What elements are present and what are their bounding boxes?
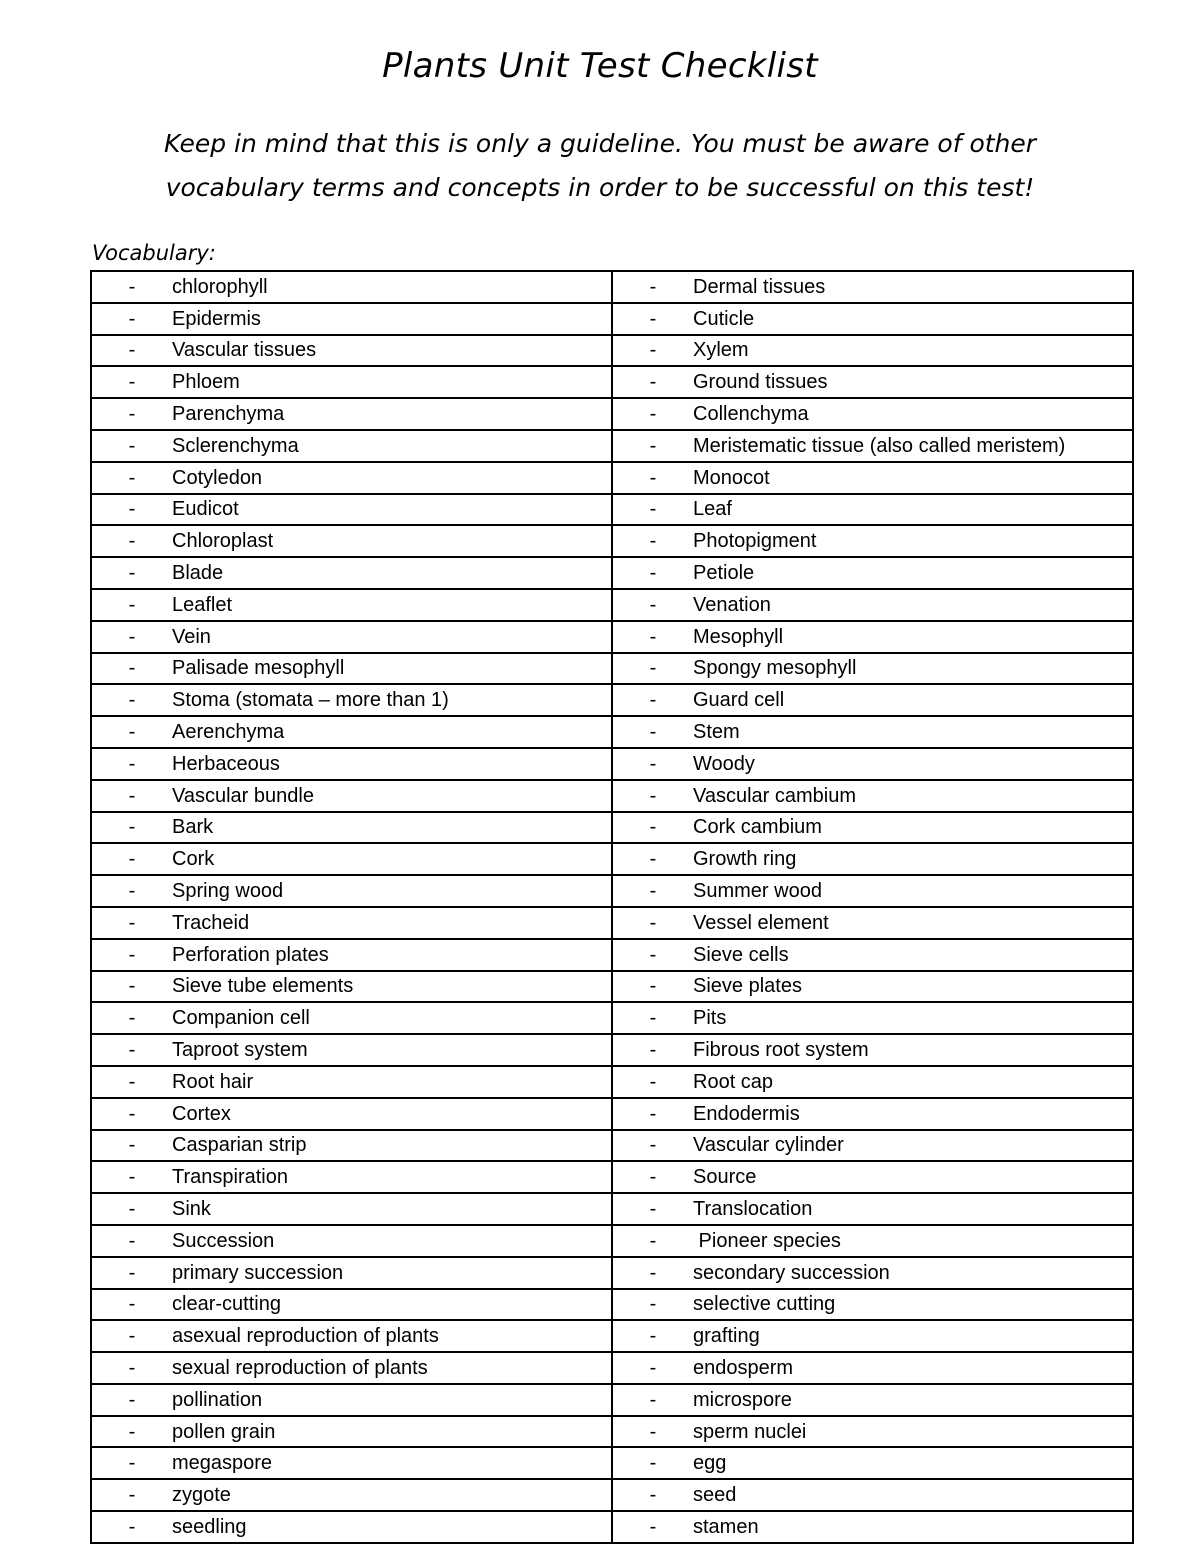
vocabulary-table bbox=[90, 270, 1134, 1544]
vocab-term: Vascular bundle bbox=[172, 784, 314, 807]
term-cell-left bbox=[91, 1161, 612, 1193]
vocab-term: Cortex bbox=[172, 1102, 231, 1125]
vocab-term: Succession bbox=[172, 1229, 275, 1252]
term-cell-right bbox=[612, 1161, 1133, 1193]
bullet-dash: - bbox=[128, 625, 136, 648]
vocab-term: chlorophyll bbox=[172, 275, 268, 298]
table-row bbox=[91, 494, 1133, 526]
term-cell-right bbox=[612, 462, 1133, 494]
table-row bbox=[91, 430, 1133, 462]
term-cell-right bbox=[612, 1034, 1133, 1066]
bullet-dash: - bbox=[649, 593, 657, 616]
bullet-dash: - bbox=[128, 657, 136, 680]
vocab-term: Vein bbox=[172, 625, 211, 648]
bullet-dash: - bbox=[128, 466, 136, 489]
term-cell-left bbox=[91, 1193, 612, 1225]
vocab-term: Xylem bbox=[693, 339, 749, 362]
table-row bbox=[91, 271, 1133, 303]
vocab-term: Petiole bbox=[693, 562, 755, 585]
table-row bbox=[91, 1098, 1133, 1130]
vocab-term: Cork bbox=[172, 848, 215, 871]
bullet-dash: - bbox=[649, 1452, 657, 1475]
term-cell-right bbox=[612, 398, 1133, 430]
bullet-dash: - bbox=[128, 434, 136, 457]
term-cell-left bbox=[91, 430, 612, 462]
table-row bbox=[91, 1320, 1133, 1352]
bullet-dash: - bbox=[128, 1007, 136, 1030]
table-row bbox=[91, 653, 1133, 685]
bullet-dash: - bbox=[649, 816, 657, 839]
table-row bbox=[91, 1193, 1133, 1225]
bullet-dash: - bbox=[649, 1484, 657, 1507]
term-cell-left bbox=[91, 1034, 612, 1066]
bullet-dash: - bbox=[649, 562, 657, 585]
table-row bbox=[91, 1257, 1133, 1289]
bullet-dash: - bbox=[128, 1325, 136, 1348]
bullet-dash: - bbox=[649, 880, 657, 903]
bullet-dash: - bbox=[128, 1388, 136, 1411]
term-cell-right bbox=[612, 1511, 1133, 1543]
term-cell-left bbox=[91, 684, 612, 716]
table-row bbox=[91, 748, 1133, 780]
term-cell-left bbox=[91, 748, 612, 780]
bullet-dash: - bbox=[649, 1007, 657, 1030]
vocab-term: Endodermis bbox=[693, 1102, 800, 1125]
table-row bbox=[91, 1130, 1133, 1162]
term-cell-right bbox=[612, 780, 1133, 812]
term-cell-left bbox=[91, 875, 612, 907]
term-cell-left bbox=[91, 1130, 612, 1162]
vocab-term: seedling bbox=[172, 1515, 247, 1538]
bullet-dash: - bbox=[128, 1102, 136, 1125]
term-cell-left bbox=[91, 1511, 612, 1543]
vocab-term: Palisade mesophyll bbox=[172, 657, 345, 680]
vocab-term: Collenchyma bbox=[693, 403, 809, 426]
bullet-dash: - bbox=[649, 1039, 657, 1062]
bullet-dash: - bbox=[649, 1388, 657, 1411]
bullet-dash: - bbox=[649, 721, 657, 744]
bullet-dash: - bbox=[128, 721, 136, 744]
term-cell-right bbox=[612, 430, 1133, 462]
table-row bbox=[91, 1002, 1133, 1034]
bullet-dash: - bbox=[649, 689, 657, 712]
bullet-dash: - bbox=[649, 1198, 657, 1220]
bullet-dash: - bbox=[128, 275, 136, 298]
vocab-term: Root hair bbox=[172, 1070, 254, 1093]
vocab-term: Tracheid bbox=[172, 911, 250, 934]
vocab-term: Ground tissues bbox=[693, 371, 828, 394]
table-row bbox=[91, 971, 1133, 1003]
term-cell-right bbox=[612, 1257, 1133, 1289]
bullet-dash: - bbox=[649, 466, 657, 489]
term-cell-right bbox=[612, 653, 1133, 685]
term-cell-right bbox=[612, 875, 1133, 907]
vocab-term: Vascular cambium bbox=[693, 784, 857, 807]
vocab-term: Growth ring bbox=[693, 848, 797, 871]
vocab-term: Perforation plates bbox=[172, 943, 329, 966]
vocab-term: Eudicot bbox=[172, 498, 239, 521]
vocab-term: Meristematic tissue (also called meristem) bbox=[693, 434, 1066, 457]
bullet-dash: - bbox=[649, 1515, 657, 1538]
table-row bbox=[91, 684, 1133, 716]
table-row bbox=[91, 303, 1133, 335]
bullet-dash: - bbox=[128, 593, 136, 616]
bullet-dash: - bbox=[128, 975, 136, 998]
term-cell-left bbox=[91, 398, 612, 430]
bullet-dash: - bbox=[128, 1420, 136, 1443]
bullet-dash: - bbox=[649, 1261, 657, 1284]
bullet-dash: - bbox=[649, 530, 657, 553]
term-cell-left bbox=[91, 1416, 612, 1448]
term-cell-right bbox=[612, 684, 1133, 716]
vocab-term: Monocot bbox=[693, 466, 770, 489]
term-cell-right bbox=[612, 335, 1133, 367]
term-cell-left bbox=[91, 335, 612, 367]
table-row bbox=[91, 557, 1133, 589]
vocab-term: Parenchyma bbox=[172, 403, 285, 426]
bullet-dash: - bbox=[128, 1293, 136, 1316]
bullet-dash: - bbox=[649, 911, 657, 934]
term-cell-left bbox=[91, 1352, 612, 1384]
bullet-dash: - bbox=[128, 1039, 136, 1062]
term-cell-right bbox=[612, 1193, 1133, 1225]
term-cell-left bbox=[91, 366, 612, 398]
term-cell-left bbox=[91, 1098, 612, 1130]
vocab-term: Spongy mesophyll bbox=[693, 657, 857, 680]
bullet-dash: - bbox=[128, 339, 136, 362]
table-row bbox=[91, 939, 1133, 971]
table-row bbox=[91, 398, 1133, 430]
bullet-dash: - bbox=[128, 1484, 136, 1507]
term-cell-left bbox=[91, 1447, 612, 1479]
bullet-dash: - bbox=[649, 1102, 657, 1125]
bullet-dash: - bbox=[649, 1420, 657, 1443]
bullet-dash: - bbox=[128, 498, 136, 521]
bullet-dash: - bbox=[649, 434, 657, 457]
vocab-term: asexual reproduction of plants bbox=[172, 1325, 439, 1348]
term-cell-left bbox=[91, 1066, 612, 1098]
page-subtitle: Keep in mind that this is only a guideline. You must be aware of other vocabulary terms and concepts in order to be successful on this test! bbox=[163, 129, 1037, 202]
table-row bbox=[91, 907, 1133, 939]
term-cell-left bbox=[91, 494, 612, 526]
table-row bbox=[91, 462, 1133, 494]
bullet-dash: - bbox=[128, 784, 136, 807]
vocab-term: Sclerenchyma bbox=[172, 434, 299, 457]
vocab-term: Cotyledon bbox=[172, 466, 263, 489]
term-cell-right bbox=[612, 1130, 1133, 1162]
term-cell-left bbox=[91, 971, 612, 1003]
vocab-term: Sink bbox=[172, 1198, 211, 1220]
term-cell-left bbox=[91, 653, 612, 685]
bullet-dash: - bbox=[649, 784, 657, 807]
vocab-term: Root cap bbox=[693, 1070, 774, 1093]
term-cell-right bbox=[612, 748, 1133, 780]
bullet-dash: - bbox=[128, 880, 136, 903]
term-cell-right bbox=[612, 1002, 1133, 1034]
term-cell-right bbox=[612, 271, 1133, 303]
bullet-dash: - bbox=[128, 530, 136, 553]
vocab-term: Sieve cells bbox=[693, 943, 789, 966]
bullet-dash: - bbox=[128, 911, 136, 934]
bullet-dash: - bbox=[128, 848, 136, 871]
term-cell-left bbox=[91, 303, 612, 335]
vocab-term: Venation bbox=[693, 593, 771, 616]
vocab-term: Aerenchyma bbox=[172, 721, 285, 744]
term-cell-right bbox=[612, 971, 1133, 1003]
term-cell-left bbox=[91, 621, 612, 653]
table-row bbox=[91, 335, 1133, 367]
term-cell-left bbox=[91, 1257, 612, 1289]
table-row bbox=[91, 716, 1133, 748]
bullet-dash: - bbox=[649, 975, 657, 998]
page-title: Plants Unit Test Checklist bbox=[382, 46, 818, 86]
table-row bbox=[91, 875, 1133, 907]
term-cell-right bbox=[612, 716, 1133, 748]
term-cell-right bbox=[612, 1066, 1133, 1098]
vocab-term: Guard cell bbox=[693, 689, 785, 712]
term-cell-right bbox=[612, 494, 1133, 526]
vocab-term: Vascular cylinder bbox=[693, 1134, 844, 1157]
vocab-term: Taproot system bbox=[172, 1039, 308, 1062]
vocab-term: zygote bbox=[172, 1484, 231, 1507]
table-row bbox=[91, 1289, 1133, 1321]
vocab-term: Woody bbox=[693, 752, 755, 775]
vocab-term: Pioneer species bbox=[693, 1229, 841, 1252]
table-row bbox=[91, 525, 1133, 557]
term-cell-right bbox=[612, 907, 1133, 939]
vocab-term: Vascular tissues bbox=[172, 339, 317, 362]
bullet-dash: - bbox=[128, 1166, 136, 1189]
term-cell-right bbox=[612, 1320, 1133, 1352]
term-cell-left bbox=[91, 1289, 612, 1321]
table-row bbox=[91, 1034, 1133, 1066]
term-cell-right bbox=[612, 1384, 1133, 1416]
vocab-term: Pits bbox=[693, 1007, 727, 1030]
bullet-dash: - bbox=[128, 816, 136, 839]
term-cell-left bbox=[91, 939, 612, 971]
term-cell-right bbox=[612, 1098, 1133, 1130]
vocab-term: Casparian strip bbox=[172, 1134, 307, 1157]
term-cell-left bbox=[91, 271, 612, 303]
term-cell-right bbox=[612, 1225, 1133, 1257]
vocab-term: Vessel element bbox=[693, 911, 829, 934]
vocab-term: Dermal tissues bbox=[693, 275, 826, 298]
vocab-term: Bark bbox=[172, 816, 214, 839]
term-cell-right bbox=[612, 1479, 1133, 1511]
section-label-vocabulary: Vocabulary: bbox=[92, 241, 216, 265]
table-row bbox=[91, 812, 1133, 844]
bullet-dash: - bbox=[128, 307, 136, 330]
bullet-dash: - bbox=[128, 1452, 136, 1475]
bullet-dash: - bbox=[649, 307, 657, 330]
vocab-term: Sieve tube elements bbox=[172, 975, 354, 998]
term-cell-right bbox=[612, 812, 1133, 844]
bullet-dash: - bbox=[649, 498, 657, 521]
vocab-term: egg bbox=[693, 1452, 727, 1475]
bullet-dash: - bbox=[649, 1070, 657, 1093]
vocab-term: seed bbox=[693, 1484, 737, 1507]
bullet-dash: - bbox=[128, 1261, 136, 1284]
table-row bbox=[91, 621, 1133, 653]
bullet-dash: - bbox=[128, 1134, 136, 1157]
term-cell-right bbox=[612, 843, 1133, 875]
bullet-dash: - bbox=[649, 339, 657, 362]
vocab-term: Transpiration bbox=[172, 1166, 288, 1189]
bullet-dash: - bbox=[649, 1293, 657, 1316]
vocab-term: Companion cell bbox=[172, 1007, 310, 1030]
bullet-dash: - bbox=[649, 275, 657, 298]
bullet-dash: - bbox=[128, 1229, 136, 1252]
table-row bbox=[91, 1511, 1133, 1543]
table-row bbox=[91, 366, 1133, 398]
term-cell-right bbox=[612, 525, 1133, 557]
vocabulary-table-body bbox=[91, 271, 1133, 1543]
term-cell-left bbox=[91, 907, 612, 939]
table-row bbox=[91, 843, 1133, 875]
bullet-dash: - bbox=[649, 752, 657, 775]
bullet-dash: - bbox=[649, 403, 657, 426]
vocab-term: grafting bbox=[693, 1325, 760, 1348]
bullet-dash: - bbox=[649, 1325, 657, 1348]
bullet-dash: - bbox=[649, 1134, 657, 1157]
term-cell-right bbox=[612, 1416, 1133, 1448]
table-row bbox=[91, 1225, 1133, 1257]
vocab-term: Cork cambium bbox=[693, 816, 822, 839]
term-cell-left bbox=[91, 843, 612, 875]
term-cell-left bbox=[91, 812, 612, 844]
term-cell-left bbox=[91, 1479, 612, 1511]
vocab-term: microspore bbox=[693, 1388, 792, 1411]
bullet-dash: - bbox=[128, 752, 136, 775]
vocab-term: Stem bbox=[693, 721, 740, 744]
bullet-dash: - bbox=[649, 371, 657, 394]
vocab-term: Translocation bbox=[693, 1198, 813, 1220]
term-cell-right bbox=[612, 303, 1133, 335]
bullet-dash: - bbox=[128, 1070, 136, 1093]
vocab-term: Summer wood bbox=[693, 880, 822, 903]
bullet-dash: - bbox=[649, 943, 657, 966]
term-cell-left bbox=[91, 1384, 612, 1416]
vocab-term: Leaf bbox=[693, 498, 732, 521]
table-row bbox=[91, 780, 1133, 812]
bullet-dash: - bbox=[649, 1229, 657, 1252]
bullet-dash: - bbox=[649, 625, 657, 648]
bullet-dash: - bbox=[128, 1515, 136, 1538]
term-cell-left bbox=[91, 589, 612, 621]
term-cell-right bbox=[612, 366, 1133, 398]
vocab-term: Phloem bbox=[172, 371, 240, 394]
table-row bbox=[91, 589, 1133, 621]
vocab-term: stamen bbox=[693, 1515, 759, 1538]
term-cell-right bbox=[612, 939, 1133, 971]
bullet-dash: - bbox=[649, 1166, 657, 1189]
term-cell-left bbox=[91, 1002, 612, 1034]
bullet-dash: - bbox=[128, 689, 136, 712]
vocab-term: pollen grain bbox=[172, 1420, 276, 1443]
term-cell-right bbox=[612, 557, 1133, 589]
table-row bbox=[91, 1447, 1133, 1479]
table-row bbox=[91, 1161, 1133, 1193]
table-row bbox=[91, 1479, 1133, 1511]
bullet-dash: - bbox=[649, 848, 657, 871]
term-cell-left bbox=[91, 780, 612, 812]
vocab-term: endosperm bbox=[693, 1356, 794, 1379]
bullet-dash: - bbox=[128, 403, 136, 426]
vocab-term: Cuticle bbox=[693, 307, 755, 330]
table-row bbox=[91, 1352, 1133, 1384]
bullet-dash: - bbox=[128, 562, 136, 585]
vocab-term: Epidermis bbox=[172, 307, 261, 330]
table-row bbox=[91, 1384, 1133, 1416]
table-row bbox=[91, 1416, 1133, 1448]
vocab-term: sperm nuclei bbox=[693, 1420, 807, 1443]
bullet-dash: - bbox=[649, 657, 657, 680]
vocab-term: Source bbox=[693, 1166, 757, 1189]
term-cell-left bbox=[91, 462, 612, 494]
vocab-term: megaspore bbox=[172, 1452, 273, 1475]
vocab-term: Mesophyll bbox=[693, 625, 784, 648]
term-cell-right bbox=[612, 1447, 1133, 1479]
vocab-term: pollination bbox=[172, 1388, 263, 1411]
vocab-term: selective cutting bbox=[693, 1293, 836, 1316]
bullet-dash: - bbox=[649, 1356, 657, 1379]
vocab-term: primary succession bbox=[172, 1261, 344, 1284]
vocab-term: Fibrous root system bbox=[693, 1039, 869, 1062]
bullet-dash: - bbox=[128, 1198, 136, 1220]
bullet-dash: - bbox=[128, 371, 136, 394]
term-cell-left bbox=[91, 525, 612, 557]
vocab-term: clear-cutting bbox=[172, 1293, 281, 1316]
vocab-term: Leaflet bbox=[172, 593, 233, 616]
vocab-term: Chloroplast bbox=[172, 530, 274, 553]
vocab-term: Blade bbox=[172, 562, 224, 585]
vocab-term: Photopigment bbox=[693, 530, 817, 553]
vocab-term: sexual reproduction of plants bbox=[172, 1356, 428, 1379]
term-cell-left bbox=[91, 1225, 612, 1257]
table-row bbox=[91, 1066, 1133, 1098]
term-cell-right bbox=[612, 1352, 1133, 1384]
term-cell-left bbox=[91, 716, 612, 748]
term-cell-left bbox=[91, 1320, 612, 1352]
vocab-term: secondary succession bbox=[693, 1261, 890, 1284]
term-cell-right bbox=[612, 621, 1133, 653]
vocab-term: Sieve plates bbox=[693, 975, 802, 998]
term-cell-right bbox=[612, 1289, 1133, 1321]
vocab-term: Spring wood bbox=[172, 880, 284, 903]
bullet-dash: - bbox=[128, 943, 136, 966]
term-cell-left bbox=[91, 557, 612, 589]
term-cell-right bbox=[612, 589, 1133, 621]
vocab-term: Stoma (stomata – more than 1) bbox=[172, 689, 449, 712]
vocab-term: Herbaceous bbox=[172, 752, 280, 775]
bullet-dash: - bbox=[128, 1356, 136, 1379]
